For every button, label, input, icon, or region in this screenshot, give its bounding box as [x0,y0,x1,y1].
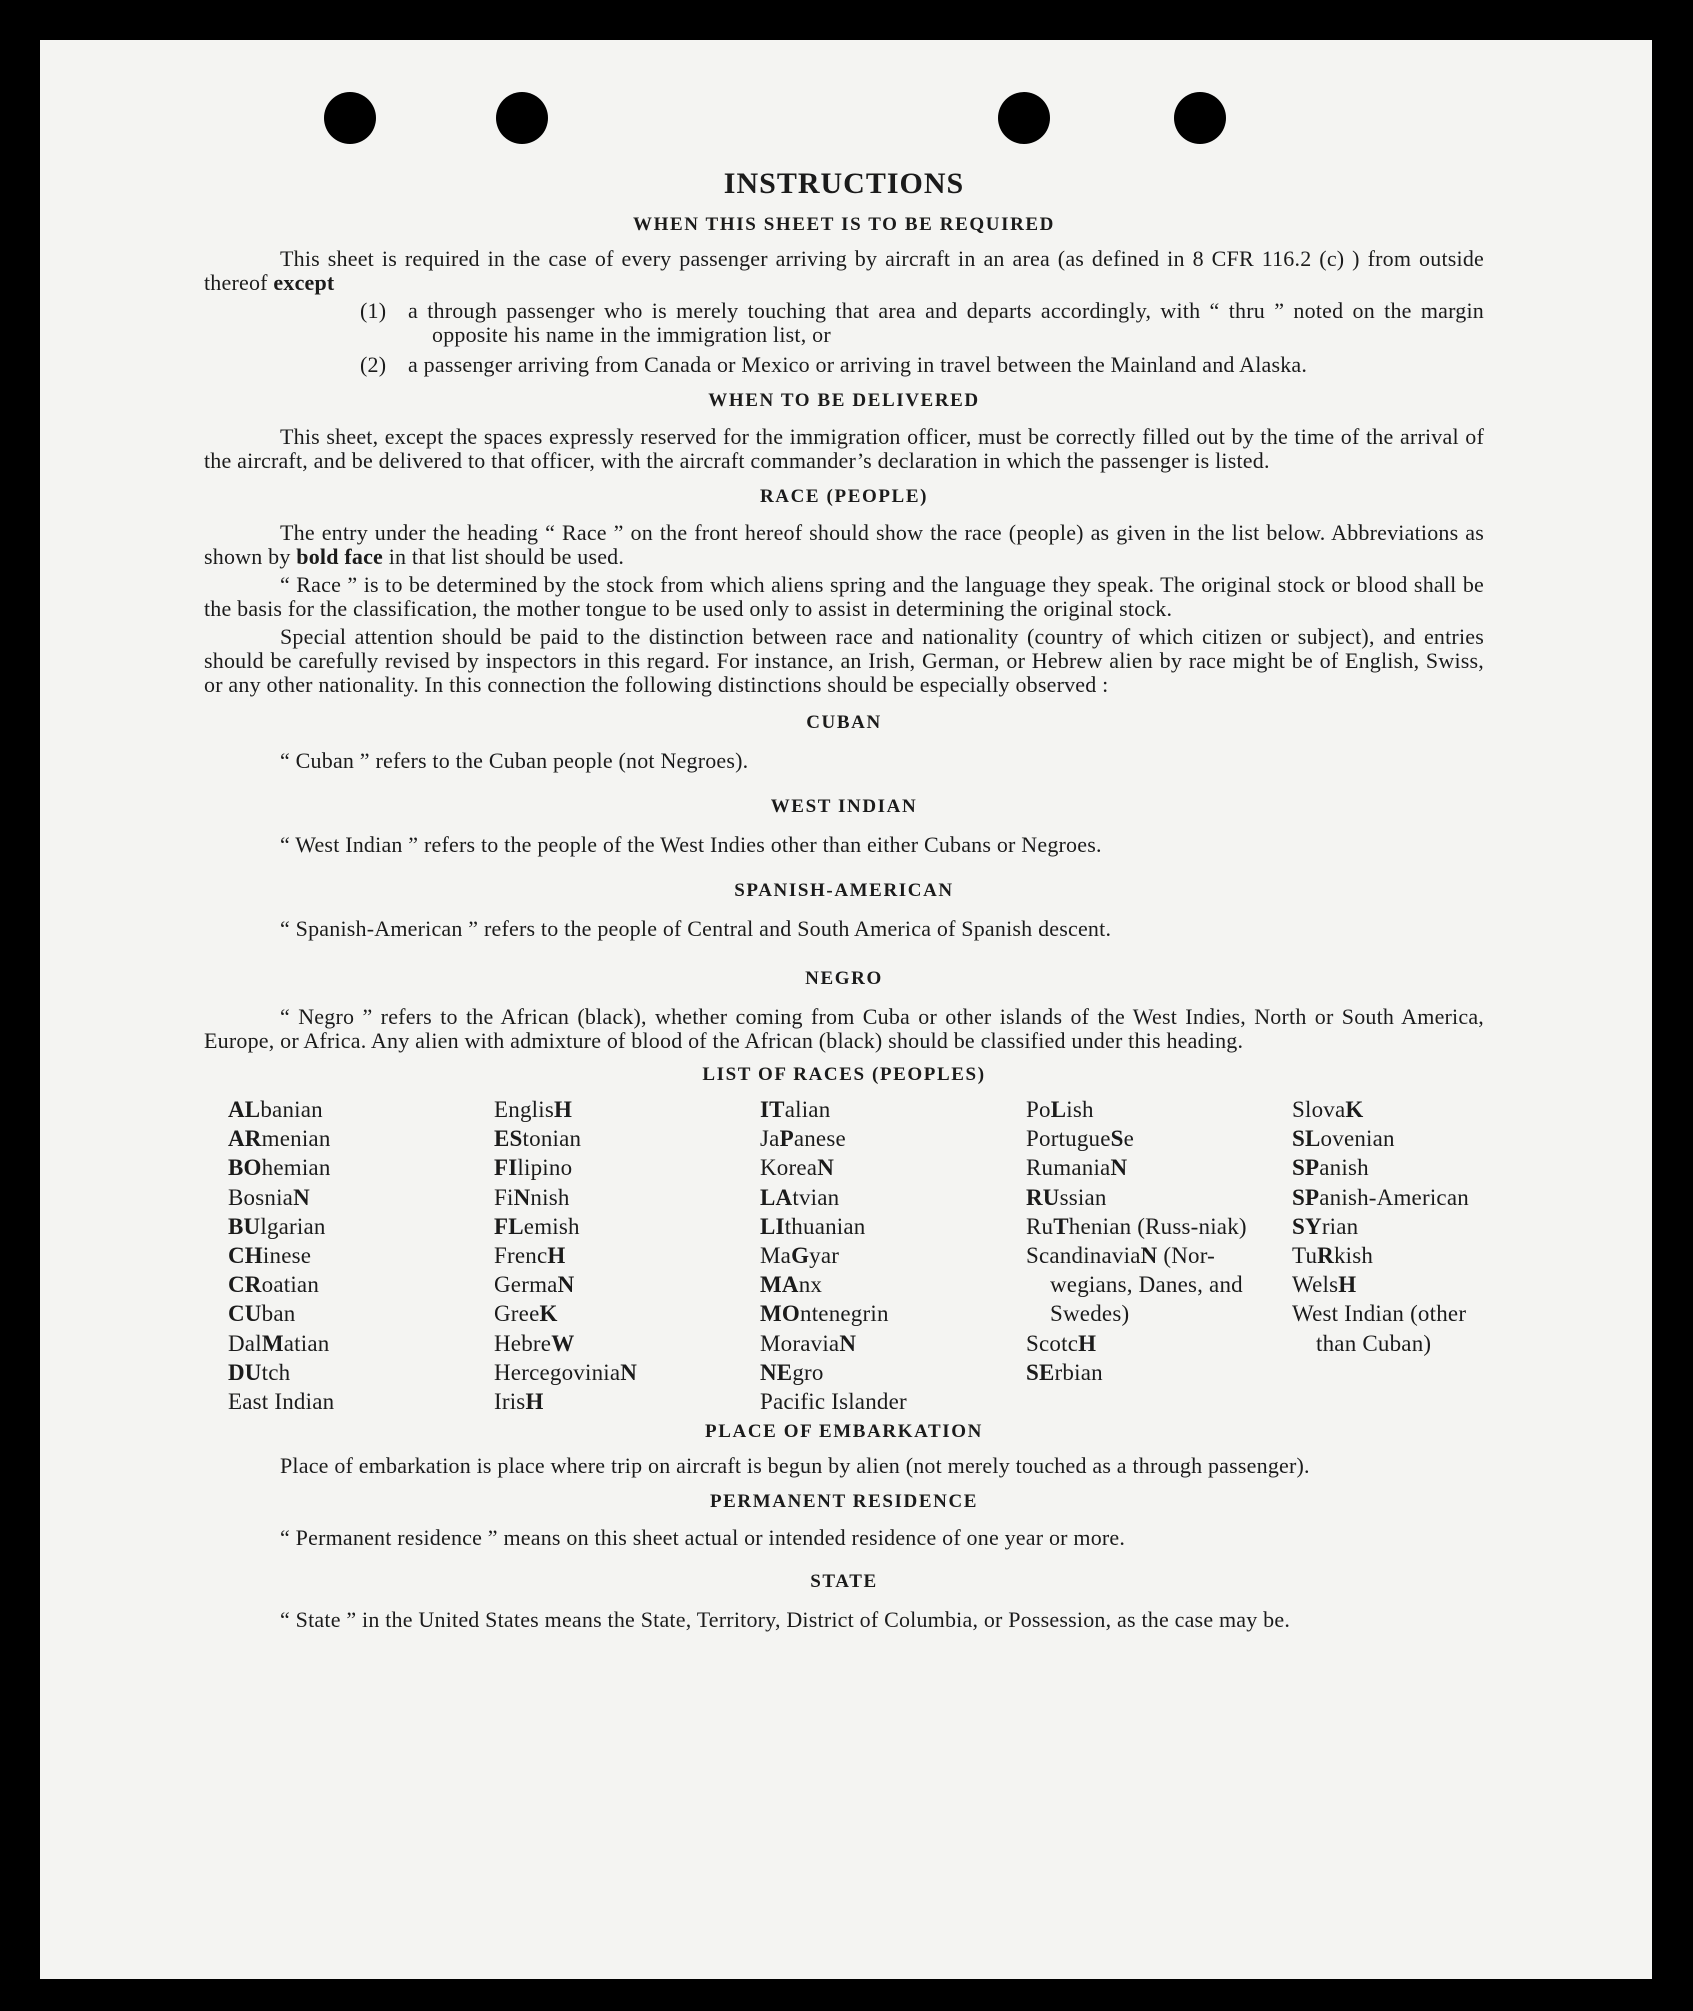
heading-list-of-races: LIST OF RACES (PEOPLES) [702,1064,986,1085]
document-sheet [40,40,1652,1979]
embarkation-text: Place of embarkation is place where trip on aircraft is begun by alien (not merely touched as a through passenger). [280,1453,1310,1479]
race-entry: GermaN [494,1272,575,1298]
race-entry: EStonian [494,1126,582,1152]
race-entry: MaGyar [760,1243,840,1269]
race-entry: DalMatian [228,1330,330,1356]
race-entry: MOntenegrin [760,1301,889,1327]
west-indian-text: “ West Indian ” refers to the people of the West Indies other than either Cubans or Negroes. [280,832,1102,857]
required-intro: This sheet is required in the case of every passenger arriving by aircraft in an area (as defined in 8 CFR 116.2 (c) ) from outside thereof except [204,246,1484,295]
race-column [470,1095,736,1416]
spanish-american-text: “ Spanish-American ” refers to the people of Central and South America of Spanish descent. [280,916,1112,941]
race-entry: RumaniaN [1026,1155,1128,1181]
page-title: INSTRUCTIONS [723,167,965,200]
heading-when-required: WHEN THIS SHEET IS TO BE REQUIRED [632,214,1056,235]
race-entry: EnglisH [494,1097,573,1122]
punch-hole [496,92,548,144]
race-entry: ALbanian [228,1097,323,1122]
race-entry: DUtch [228,1359,291,1385]
residence-text: “ Permanent residence ” means on this sheet actual or intended residence of one year or more. [280,1525,1126,1551]
race-entry: BUlgarian [228,1213,326,1239]
race-entry: FrencH [494,1243,566,1269]
race-paragraph-3: Special attention should be paid to the distinction between race and nationality (country of which citizen or subject), and entries should be carefully revised by inspectors in this regard. For instance, an Irish, German, or Hebrew alien by race might be of English, Swiss, or any other nationality. In this connection the following distinctions should be especially observed : [204,624,1484,697]
race-entry: SYrian [1292,1213,1359,1239]
race-entry: Pacific Islander [760,1389,907,1415]
race-entry: SLovenian [1292,1126,1395,1152]
heading-negro: NEGRO [805,968,883,989]
exception-item: (2) a passenger arriving from Canada or Mexico or arriving in travel between the Mainland and Alaska. [360,352,1308,377]
race-column [736,1095,1002,1416]
race-entry: HebreW [494,1330,575,1356]
race-entry: LIthuanian [760,1213,866,1239]
race-entry: TuRkish [1292,1243,1374,1269]
exception-item: (1) a through passenger who is merely touching that area and departs accordingly, with “ thru ” noted on the margin opposite his name in the immigration list, or [360,298,1484,347]
heading-race: RACE (PEOPLE) [759,486,929,507]
race-entry: FLemish [494,1213,580,1239]
race-entry: West Indian (other than Cuban) [1292,1301,1467,1356]
race-entry: SErbian [1026,1359,1103,1385]
race-entry: FiNnish [494,1184,570,1210]
race-entry: MAnx [760,1272,823,1298]
race-entry: PortugueSe [1026,1126,1135,1152]
race-list [204,1095,1484,1416]
heading-when-delivered: WHEN TO BE DELIVERED [708,390,980,411]
cuban-text: “ Cuban ” refers to the Cuban people (not Negroes). [280,748,749,773]
heading-west-indian: WEST INDIAN [770,796,918,817]
punch-hole [324,92,376,144]
race-entry: ITalian [760,1097,831,1122]
race-entry: LAtvian [760,1184,840,1210]
race-entry: GreeK [494,1301,558,1327]
heading-cuban: CUBAN [806,712,882,733]
heading-state: STATE [810,1571,878,1593]
race-entry: MoraviaN [760,1330,857,1356]
race-entry: HercegoviniaN [494,1359,638,1385]
race-paragraph-1: The entry under the heading “ Race ” on the front hereof should show the race (people) as given in the list below. Abbreviations as shown by bold face in that list should be used. [204,520,1484,569]
negro-text: “ Negro ” refers to the African (black), whether coming from Cuba or other islands of the West Indies, North or South America, Europe, or Africa. Any alien with admixture of blood of the African (black) should be classified under this heading. [204,1004,1484,1053]
race-entry: CUban [228,1301,296,1327]
heading-residence: PERMANENT RESIDENCE [709,1491,979,1513]
race-entry: ScotcH [1026,1330,1097,1356]
race-entry: FIlipino [494,1155,573,1181]
race-entry: ARmenian [228,1126,331,1152]
race-column [1002,1095,1268,1416]
instructions-content [204,165,1484,1632]
state-text: “ State ” in the United States means the State, Territory, District of Columbia, or Possession, as the case may be. [280,1607,1291,1633]
race-entry: BosniaN [228,1184,310,1210]
race-entry: SlovaK [1292,1097,1364,1122]
race-entry: East Indian [228,1389,335,1415]
race-entry: CHinese [228,1243,312,1269]
race-entry: PoLish [1026,1097,1094,1122]
delivered-text: This sheet, except the spaces expressly reserved for the immigration officer, must be correctly filled out by the time of the arrival of the aircraft, and be delivered to that officer, with the aircraft commander’s declaration in which the passenger is listed. [204,424,1484,473]
race-entry: WelsH [1292,1272,1357,1298]
race-entry: JaPanese [760,1126,846,1152]
race-entry: CRoatian [228,1272,320,1298]
punch-hole [998,92,1050,144]
race-entry: RUssian [1026,1184,1107,1210]
race-column [1268,1095,1484,1416]
race-entry: RuThenian (Russ-niak) [1026,1213,1247,1239]
heading-spanish-american: SPANISH-AMERICAN [734,880,954,901]
race-entry: SPanish-American [1292,1184,1469,1210]
heading-embarkation: PLACE OF EMBARKATION [705,1421,983,1443]
race-entry: IrisH [494,1389,544,1415]
race-paragraph-2: “ Race ” is to be determined by the stock from which aliens spring and the language they speak. The original stock or blood shall be the basis for the classification, the mother tongue to be used only to assist in determining the original stock. [204,572,1484,621]
race-entry: SPanish [1292,1155,1369,1181]
punch-hole [1174,92,1226,144]
race-entry: ScandinaviaN (Nor-wegians, Danes, and Swedes) [1026,1243,1243,1327]
race-entry: NEgro [760,1359,824,1385]
race-column [204,1095,470,1416]
race-entry: KoreaN [760,1155,834,1181]
race-entry: BOhemian [228,1155,331,1181]
